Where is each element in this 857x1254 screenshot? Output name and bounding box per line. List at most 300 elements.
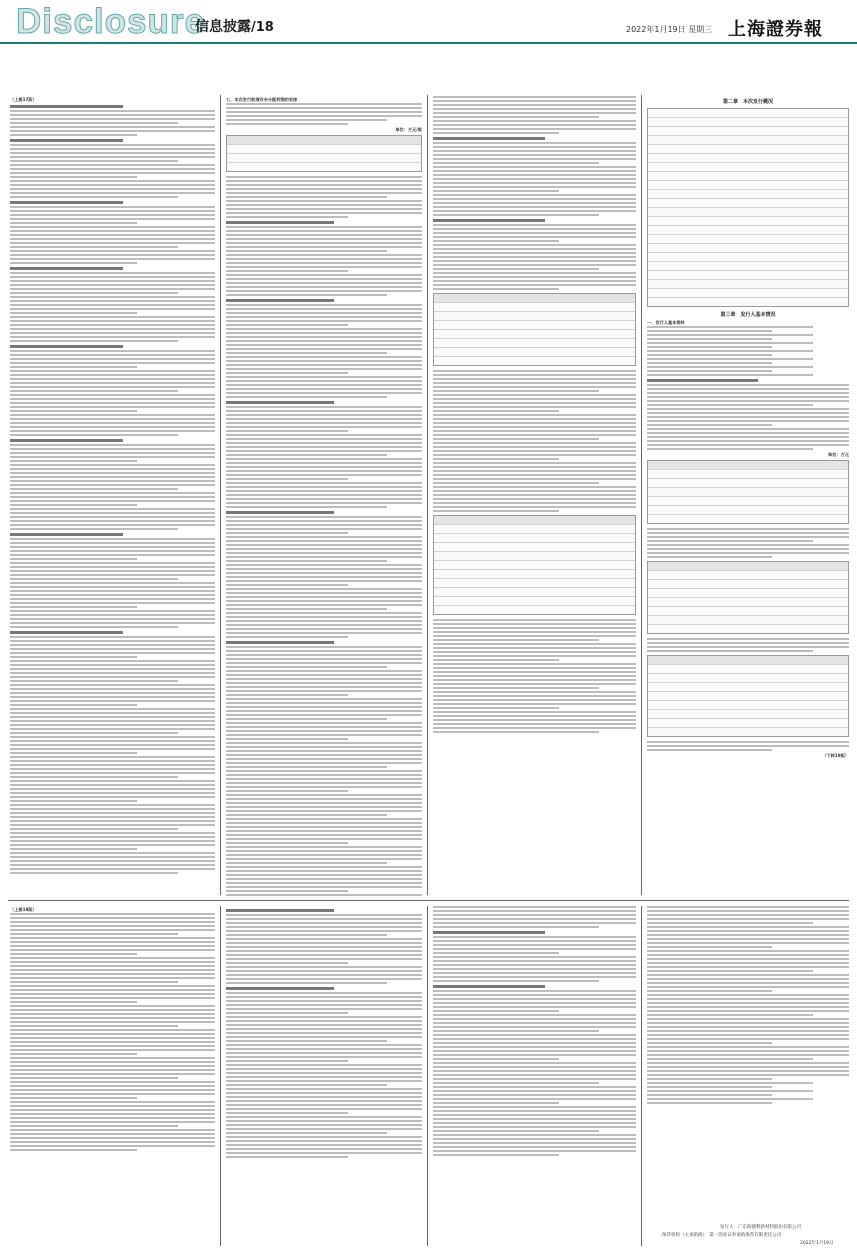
text-line xyxy=(226,103,422,105)
table-row xyxy=(434,330,635,339)
text-line xyxy=(433,1138,636,1140)
text-line xyxy=(226,742,422,744)
text-line xyxy=(647,548,849,550)
text-line xyxy=(10,977,215,979)
text-line xyxy=(226,894,422,896)
text-line xyxy=(226,682,422,684)
text-line xyxy=(433,1034,636,1036)
text-line xyxy=(10,122,178,124)
text-line xyxy=(226,246,422,248)
paragraph-heading xyxy=(226,511,334,514)
text-line xyxy=(226,274,422,276)
text-line xyxy=(433,288,559,290)
text-line xyxy=(10,606,137,608)
text-line xyxy=(433,659,559,661)
text-line xyxy=(10,126,215,128)
text-line xyxy=(10,1033,215,1035)
paragraph-heading xyxy=(226,221,334,224)
text-line xyxy=(10,636,215,638)
text-line xyxy=(10,696,215,698)
signature-date: 2022年1月19日 xyxy=(800,1241,834,1246)
text-line xyxy=(10,700,215,702)
text-line xyxy=(226,258,422,260)
text-line xyxy=(226,548,422,550)
text-line xyxy=(647,650,813,652)
text-line xyxy=(10,704,137,706)
text-line xyxy=(647,540,813,542)
table-row xyxy=(434,597,635,606)
text-line xyxy=(647,1018,849,1020)
text-line xyxy=(226,544,422,546)
shareholder-table xyxy=(647,460,849,524)
text-line xyxy=(647,958,849,960)
text-line xyxy=(226,532,348,534)
table-row xyxy=(648,506,848,515)
story-divider xyxy=(8,900,849,901)
underwriter-signature: 保荐机构（主承销商）：第一创业证券承销保荐有限责任公司 xyxy=(662,1233,782,1238)
text-line xyxy=(10,1053,137,1055)
text-line xyxy=(433,1010,559,1012)
text-line xyxy=(10,776,178,778)
text-line xyxy=(226,746,422,748)
text-line xyxy=(433,1022,636,1024)
text-line xyxy=(10,386,215,388)
text-line xyxy=(647,1070,849,1072)
text-line xyxy=(433,490,636,492)
text-line xyxy=(433,104,636,106)
text-line xyxy=(226,1124,422,1126)
text-line xyxy=(226,822,422,824)
text-line xyxy=(226,770,422,772)
text-line xyxy=(10,332,215,334)
text-line xyxy=(226,316,422,318)
text-line xyxy=(433,150,636,152)
text-line xyxy=(10,488,178,490)
text-line xyxy=(433,703,636,705)
table-row xyxy=(648,136,848,145)
text-line xyxy=(226,270,348,272)
text-line xyxy=(433,1046,636,1048)
table-row xyxy=(648,253,848,262)
text-line xyxy=(226,466,422,468)
text-line xyxy=(226,328,422,330)
text-line xyxy=(10,558,137,560)
text-line xyxy=(647,532,849,534)
text-line xyxy=(433,990,636,992)
table-row xyxy=(648,199,848,208)
text-line xyxy=(10,664,215,666)
table-row xyxy=(648,262,848,271)
text-line xyxy=(226,706,422,708)
text-line xyxy=(226,674,422,676)
text-line xyxy=(433,510,559,512)
text-line xyxy=(226,962,348,964)
text-line xyxy=(226,278,422,280)
text-line xyxy=(10,246,178,248)
text-line xyxy=(10,1045,215,1047)
text-line xyxy=(647,432,849,434)
text-line xyxy=(433,190,559,192)
text-line xyxy=(433,394,636,396)
text-line xyxy=(10,1001,137,1003)
text-line xyxy=(10,394,215,396)
text-line xyxy=(433,112,636,114)
financial-table xyxy=(226,135,422,172)
text-line xyxy=(647,404,813,406)
text-line xyxy=(10,370,215,372)
text-line xyxy=(226,604,422,606)
text-line xyxy=(647,1010,849,1012)
text-line xyxy=(226,490,422,492)
text-line xyxy=(226,592,422,594)
text-line xyxy=(226,1016,422,1018)
text-line xyxy=(10,350,215,352)
text-line xyxy=(226,1028,422,1030)
text-line xyxy=(647,1026,849,1028)
paragraph-heading xyxy=(226,987,334,990)
text-line xyxy=(10,192,215,194)
text-line xyxy=(433,280,636,282)
text-line xyxy=(433,952,559,954)
text-line xyxy=(10,242,215,244)
text-line xyxy=(10,864,215,866)
text-line xyxy=(433,956,636,958)
text-line xyxy=(10,504,137,506)
text-line xyxy=(647,741,849,743)
text-line xyxy=(433,1038,636,1040)
text-line xyxy=(10,414,215,416)
text-line xyxy=(226,344,422,346)
text-line xyxy=(433,252,636,254)
text-line xyxy=(10,1117,215,1119)
text-line xyxy=(226,336,422,338)
text-line xyxy=(10,378,215,380)
text-line xyxy=(226,576,422,578)
text-line xyxy=(10,480,215,482)
text-line xyxy=(647,440,849,442)
text-line xyxy=(10,582,215,584)
text-line xyxy=(226,254,422,256)
continued-from-note: （上接17版） xyxy=(10,97,37,102)
text-line xyxy=(647,966,849,968)
text-line xyxy=(433,120,636,122)
text-line xyxy=(226,324,348,326)
text-line xyxy=(10,640,215,642)
text-line xyxy=(10,684,215,686)
table-row xyxy=(648,244,848,253)
text-line xyxy=(226,368,422,370)
text-line xyxy=(433,256,636,258)
text-line xyxy=(226,874,422,876)
text-line xyxy=(10,304,215,306)
text-line xyxy=(10,288,215,290)
text-line xyxy=(433,715,636,717)
lower-column-3 xyxy=(433,906,636,1246)
text-line xyxy=(647,1006,849,1008)
text-line xyxy=(10,832,215,834)
text-line xyxy=(226,1024,422,1026)
text-line xyxy=(10,1141,215,1143)
text-line xyxy=(10,1069,215,1071)
text-line xyxy=(647,384,849,386)
text-line xyxy=(226,718,387,720)
text-line xyxy=(226,396,387,398)
text-line xyxy=(10,468,215,470)
text-line xyxy=(10,276,215,278)
paragraph-heading xyxy=(10,345,123,348)
text-line xyxy=(226,810,422,812)
text-line xyxy=(647,1058,813,1060)
text-line xyxy=(226,1104,422,1106)
text-line xyxy=(10,114,215,116)
text-line xyxy=(10,320,215,322)
text-line xyxy=(433,910,636,912)
text-line xyxy=(433,683,636,685)
text-line xyxy=(433,198,636,200)
text-line xyxy=(226,750,422,752)
text-line xyxy=(647,970,813,972)
text-line xyxy=(10,570,215,572)
text-line xyxy=(433,691,636,693)
text-line xyxy=(10,214,215,216)
shareholder-table xyxy=(647,655,849,737)
text-line xyxy=(10,720,215,722)
text-line xyxy=(226,650,422,652)
text-line xyxy=(10,985,215,987)
text-line xyxy=(10,724,215,726)
text-line xyxy=(647,934,849,936)
text-line xyxy=(647,428,849,430)
text-line xyxy=(433,1066,636,1068)
text-line xyxy=(226,670,422,672)
table-row xyxy=(648,181,848,190)
text-line xyxy=(226,786,422,788)
text-line xyxy=(10,472,215,474)
text-line xyxy=(433,276,636,278)
text-line xyxy=(10,929,215,931)
table-row xyxy=(648,562,848,571)
text-line xyxy=(10,913,215,915)
text-line xyxy=(226,290,422,292)
masthead xyxy=(0,0,857,44)
text-line xyxy=(433,142,636,144)
text-line xyxy=(647,946,772,948)
text-line xyxy=(10,296,215,298)
text-line xyxy=(433,96,636,98)
text-line xyxy=(10,254,215,256)
text-line xyxy=(226,914,422,916)
text-line xyxy=(647,998,849,1000)
text-line xyxy=(647,994,849,996)
text-line xyxy=(10,676,215,678)
text-line xyxy=(433,146,636,148)
text-line xyxy=(647,396,849,398)
text-line xyxy=(10,460,137,462)
column-rule xyxy=(641,906,642,1246)
text-line xyxy=(10,872,178,874)
text-line xyxy=(226,123,348,125)
text-line xyxy=(10,933,178,935)
text-line xyxy=(10,973,215,975)
text-line xyxy=(226,540,422,542)
text-line xyxy=(10,464,215,466)
paragraph-heading xyxy=(10,267,123,270)
text-line xyxy=(226,738,348,740)
text-line xyxy=(647,346,772,348)
text-line xyxy=(226,380,422,382)
text-line xyxy=(226,1132,387,1134)
text-line xyxy=(226,524,422,526)
text-line xyxy=(433,426,636,428)
text-line xyxy=(433,906,636,908)
text-line xyxy=(433,731,599,733)
upper-column-1 xyxy=(10,96,215,896)
text-line xyxy=(226,208,422,210)
text-line xyxy=(433,675,636,677)
text-line xyxy=(10,164,215,166)
text-line xyxy=(10,1129,215,1131)
text-line xyxy=(226,866,422,868)
text-line xyxy=(647,334,813,336)
upper-column-2 xyxy=(226,96,422,896)
text-line xyxy=(10,110,215,112)
text-line xyxy=(10,528,178,530)
text-line xyxy=(433,623,636,625)
text-line xyxy=(10,448,215,450)
text-line xyxy=(226,646,422,648)
text-line xyxy=(226,830,422,832)
text-line xyxy=(10,144,215,146)
text-line xyxy=(226,418,422,420)
text-line xyxy=(10,736,215,738)
text-line xyxy=(433,434,636,436)
text-line xyxy=(10,937,215,939)
text-line xyxy=(226,438,422,440)
text-line xyxy=(433,914,636,916)
text-line xyxy=(226,308,422,310)
text-line xyxy=(226,234,422,236)
text-line xyxy=(226,564,422,566)
text-line xyxy=(433,687,599,689)
text-line xyxy=(433,124,636,126)
paragraph-heading xyxy=(10,439,123,442)
text-line xyxy=(647,954,849,956)
text-line xyxy=(10,176,137,178)
text-line xyxy=(226,312,422,314)
text-line xyxy=(10,1097,137,1099)
table-row xyxy=(227,163,421,171)
text-line xyxy=(10,250,215,252)
table-row xyxy=(648,710,848,719)
text-line xyxy=(10,716,215,718)
text-line xyxy=(10,820,215,822)
text-line xyxy=(226,802,422,804)
text-line xyxy=(10,712,215,714)
text-line xyxy=(433,968,636,970)
text-line xyxy=(10,410,137,412)
text-line xyxy=(226,450,422,452)
text-line xyxy=(226,1032,422,1034)
text-line xyxy=(10,614,215,616)
table-row xyxy=(648,515,848,523)
text-line xyxy=(647,922,813,924)
text-line xyxy=(10,418,215,420)
text-line xyxy=(433,470,636,472)
text-line xyxy=(226,1004,422,1006)
table-row xyxy=(648,683,848,692)
text-line xyxy=(10,648,215,650)
text-line xyxy=(433,194,636,196)
continued-on-note: （下转19版） xyxy=(822,753,849,758)
text-line xyxy=(226,494,422,496)
text-line xyxy=(10,134,137,136)
text-line xyxy=(433,478,636,480)
text-line xyxy=(433,284,636,286)
text-line xyxy=(433,1098,636,1100)
column-rule xyxy=(427,906,428,1246)
table-row xyxy=(434,552,635,561)
text-line xyxy=(226,886,422,888)
text-line xyxy=(433,671,636,673)
text-line xyxy=(10,434,178,436)
text-line xyxy=(226,798,422,800)
text-line xyxy=(10,312,137,314)
text-line xyxy=(433,166,636,168)
text-line xyxy=(226,478,348,480)
text-line xyxy=(226,600,422,602)
text-line xyxy=(10,452,215,454)
text-line xyxy=(10,390,178,392)
text-line xyxy=(226,934,387,936)
text-line xyxy=(226,262,422,264)
text-line xyxy=(647,950,849,952)
text-line xyxy=(433,663,636,665)
text-line xyxy=(647,1082,813,1084)
text-line xyxy=(647,1002,849,1004)
text-line xyxy=(226,858,422,860)
text-line xyxy=(226,690,422,692)
text-line xyxy=(647,974,849,976)
text-line xyxy=(433,210,636,212)
text-line xyxy=(226,1108,422,1110)
text-line xyxy=(433,1070,636,1072)
column-rule xyxy=(220,906,221,1246)
text-line xyxy=(10,328,215,330)
text-line xyxy=(647,1062,849,1064)
text-line xyxy=(226,364,422,366)
text-line xyxy=(226,1068,422,1070)
table-row xyxy=(227,145,421,154)
text-line xyxy=(10,844,215,846)
table-row xyxy=(648,217,848,226)
text-line xyxy=(10,981,178,983)
text-line xyxy=(226,580,422,582)
text-line xyxy=(226,506,387,508)
table-row xyxy=(434,294,635,303)
text-line xyxy=(10,953,137,955)
text-line xyxy=(10,210,215,212)
text-line xyxy=(226,568,422,570)
text-line xyxy=(433,727,636,729)
text-line xyxy=(226,930,422,932)
text-line xyxy=(10,258,215,260)
column-heading: 七、本次发行前滚存未分配利润的安排 xyxy=(226,97,298,102)
text-line xyxy=(433,1142,636,1144)
text-line xyxy=(10,272,215,274)
table-row xyxy=(648,172,848,181)
text-line xyxy=(10,500,215,502)
text-line xyxy=(226,458,422,460)
